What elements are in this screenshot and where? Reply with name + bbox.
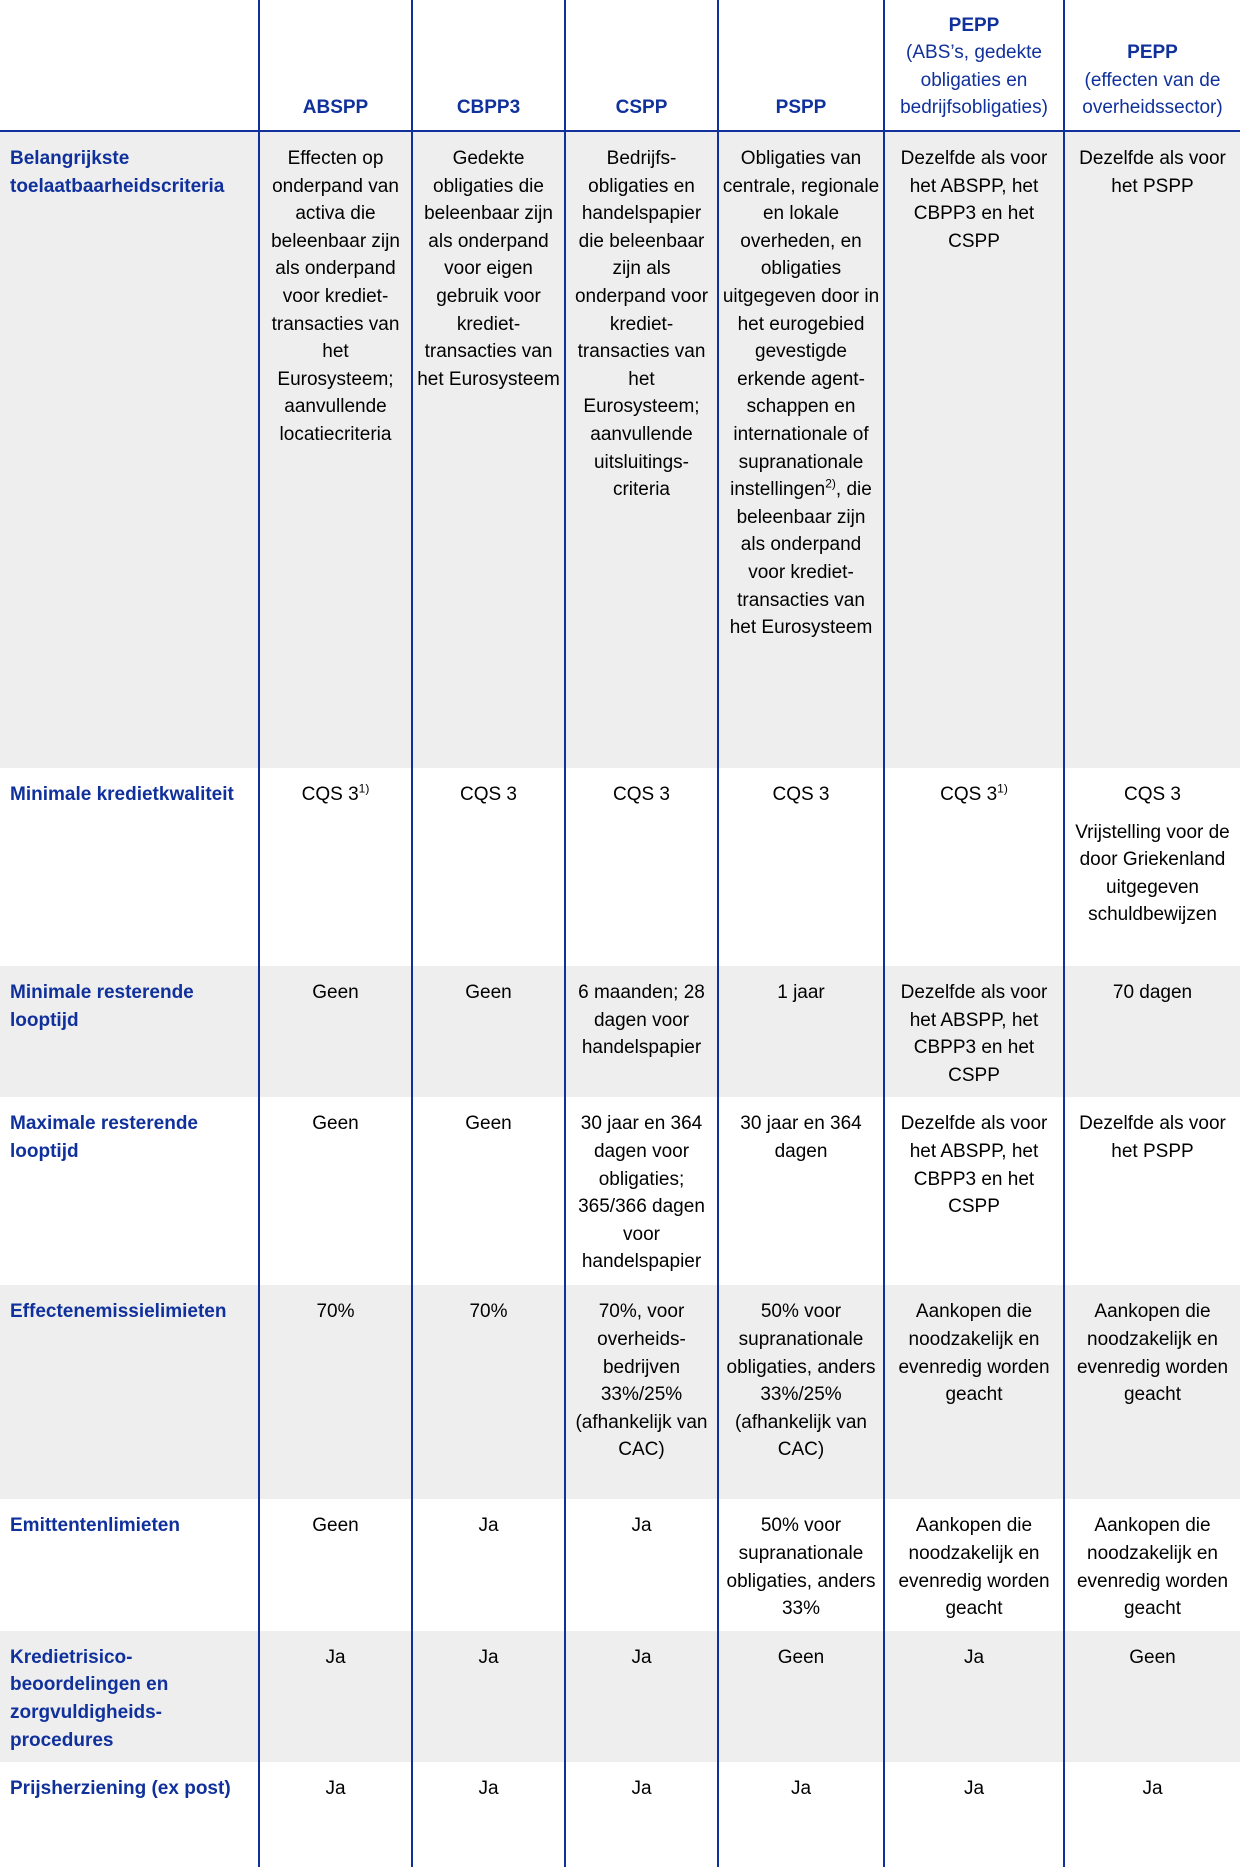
cell-cspp: CQS 3: [565, 768, 718, 966]
cell-pspp: Ja: [718, 1762, 884, 1867]
cell-pepp-public: Aankopen die noodzakelijk en evenredig worden geacht: [1064, 1285, 1240, 1499]
cell-abspp: [259, 768, 412, 966]
cell-text: Obligaties van centrale, regionale en lokale overheden, en obligaties uitgegeven door in het eurogebied gevestigde erkende agent-schappen en internationale of supranationale instellingen: [722, 148, 880, 501]
cell-cspp: 70%, voor overheids-bedrijven 33%/25% (afhankelijk van CAC): [565, 1285, 718, 1499]
cell-pspp: 50% voor supranationale obligaties, anders 33%/25% (afhankelijk van CAC): [718, 1285, 884, 1499]
cell-pepp-private: Aankopen die noodzakelijk en evenredig worden geacht: [884, 1285, 1064, 1499]
row-price-review: [0, 1762, 1240, 1867]
row-label: Emittentenlimieten: [10, 1515, 180, 1537]
cell-cbpp3: 70%: [412, 1285, 565, 1499]
row-label: Belangrijkste toelaatbaarheidscriteria: [0, 131, 259, 768]
footnote-ref: 2): [825, 476, 836, 491]
cell-abspp: Geen: [259, 966, 412, 1097]
col-header-pepp-public-sub: (effecten van de overheidssector): [1082, 69, 1223, 119]
cell-pspp: 50% voor supranationale obligaties, anders 33%: [718, 1499, 884, 1630]
cell-cbpp3: Gedekte obligaties die beleenbaar zijn als onderpand voor eigen gebruik voor krediet-transacties van het Eurosysteem: [412, 131, 565, 768]
row-label: Maximale resterende looptijd: [10, 1113, 198, 1162]
col-header-pepp-private: [884, 0, 1064, 131]
cell-cspp: Ja: [565, 1631, 718, 1762]
cell-text: CQS 3: [1123, 784, 1182, 805]
header-row: [0, 0, 1240, 131]
footnote-ref: 1): [358, 781, 370, 796]
col-header-pepp-public-title: PEPP: [1127, 42, 1178, 64]
cell-pepp-public: Dezelfde als voor het PSPP: [1064, 131, 1240, 768]
cell-abspp: Ja: [259, 1631, 412, 1762]
cell-text: CQS 3: [940, 784, 998, 805]
cell-cbpp3: CQS 3: [412, 768, 565, 966]
col-header-pepp-public: [1064, 0, 1240, 131]
row-label: Prijsherziening (ex post): [10, 1778, 231, 1800]
cell-pspp: Geen: [718, 1631, 884, 1762]
cell-cbpp3: Ja: [412, 1499, 565, 1630]
cell-abspp: Geen: [259, 1097, 412, 1285]
row-issuer-limits: [0, 1499, 1240, 1630]
cell-pepp-private: Aankopen die noodzakelijk en evenredig worden geacht: [884, 1499, 1064, 1630]
cell-cspp: Ja: [565, 1499, 718, 1630]
cell-pepp-private: [884, 768, 1064, 966]
footnote-ref: 1): [997, 781, 1008, 796]
corner-cell: [0, 0, 259, 131]
col-header-pspp: PSPP: [718, 0, 884, 131]
cell-cspp: Ja: [565, 1762, 718, 1867]
row-label: Effectenemissielimieten: [0, 1285, 259, 1499]
cell-pepp-private: Dezelfde als voor het ABSPP, het CBPP3 en het CSPP: [884, 131, 1064, 768]
cell-cbpp3: Geen: [412, 966, 565, 1097]
row-label: Minimale kredietkwaliteit: [10, 784, 234, 805]
cell-pspp: CQS 3: [718, 768, 884, 966]
row-eligibility-criteria: [0, 131, 1240, 768]
cell-pepp-public: Geen: [1064, 1631, 1240, 1762]
cell-pepp-public: 70 dagen: [1064, 966, 1240, 1097]
cell-text: CQS 3: [301, 784, 359, 805]
cell-text: , die beleenbaar zijn als onderpand voor krediet-transacties van het Eurosysteem: [729, 479, 873, 639]
cell-cspp: Bedrijfs-obligaties en handelspapier die beleenbaar zijn als onderpand voor krediet-transacties van het Eurosysteem; aanvullende uitsluitings-criteria: [565, 131, 718, 768]
col-header-cspp: CSPP: [565, 0, 718, 131]
col-header-pepp-private-title: PEPP: [948, 14, 1000, 36]
row-label: Minimale resterende looptijd: [0, 966, 259, 1097]
row-max-remaining-maturity: [0, 1097, 1240, 1285]
cell-pspp: 30 jaar en 364 dagen: [718, 1097, 884, 1285]
cell-pepp-private: Ja: [884, 1631, 1064, 1762]
col-header-pepp-private-sub: (ABS’s, gedekte obligaties en bedrijfsobligaties): [900, 42, 1048, 119]
cell-pepp-private: Dezelfde als voor het ABSPP, het CBPP3 en het CSPP: [884, 1097, 1064, 1285]
cell-pspp: 1 jaar: [718, 966, 884, 1097]
row-label: Kredietrisico-beoordelingen en zorgvuldigheids-procedures: [0, 1631, 259, 1762]
cell-cbpp3: Ja: [412, 1631, 565, 1762]
cell-pepp-private: Dezelfde als voor het ABSPP, het CBPP3 en het CSPP: [884, 966, 1064, 1097]
col-header-cbpp3: CBPP3: [412, 0, 565, 131]
cell-abspp: Effecten op onderpand van activa die beleenbaar zijn als onderpand voor krediet-transacties van het Eurosysteem; aanvullende locatiecriteria: [259, 131, 412, 768]
cell-cbpp3: Geen: [412, 1097, 565, 1285]
cell-abspp: Geen: [259, 1499, 412, 1630]
cell-note: Vrijstelling voor de door Griekenland uitgegeven schuldbewijzen: [1075, 821, 1230, 926]
cell-abspp: Ja: [259, 1762, 412, 1867]
row-min-credit-quality: [0, 768, 1240, 966]
cell-pepp-public: Dezelfde als voor het PSPP: [1064, 1097, 1240, 1285]
cell-cspp: 30 jaar en 364 dagen voor obligaties; 365/366 dagen voor handelspapier: [565, 1097, 718, 1285]
cell-abspp: 70%: [259, 1285, 412, 1499]
row-credit-risk-assessment: [0, 1631, 1240, 1762]
cell-cspp: 6 maanden; 28 dagen voor handelspapier: [565, 966, 718, 1097]
cell-pepp-public: Aankopen die noodzakelijk en evenredig worden geacht: [1064, 1499, 1240, 1630]
cell-pspp: [718, 131, 884, 768]
row-issue-limits: [0, 1285, 1240, 1499]
cell-pepp-private: Ja: [884, 1762, 1064, 1867]
col-header-abspp: ABSPP: [259, 0, 412, 131]
cell-cbpp3: Ja: [412, 1762, 565, 1867]
cell-pepp-public: Ja: [1064, 1762, 1240, 1867]
row-min-remaining-maturity: [0, 966, 1240, 1097]
cell-pepp-public: [1064, 768, 1240, 966]
